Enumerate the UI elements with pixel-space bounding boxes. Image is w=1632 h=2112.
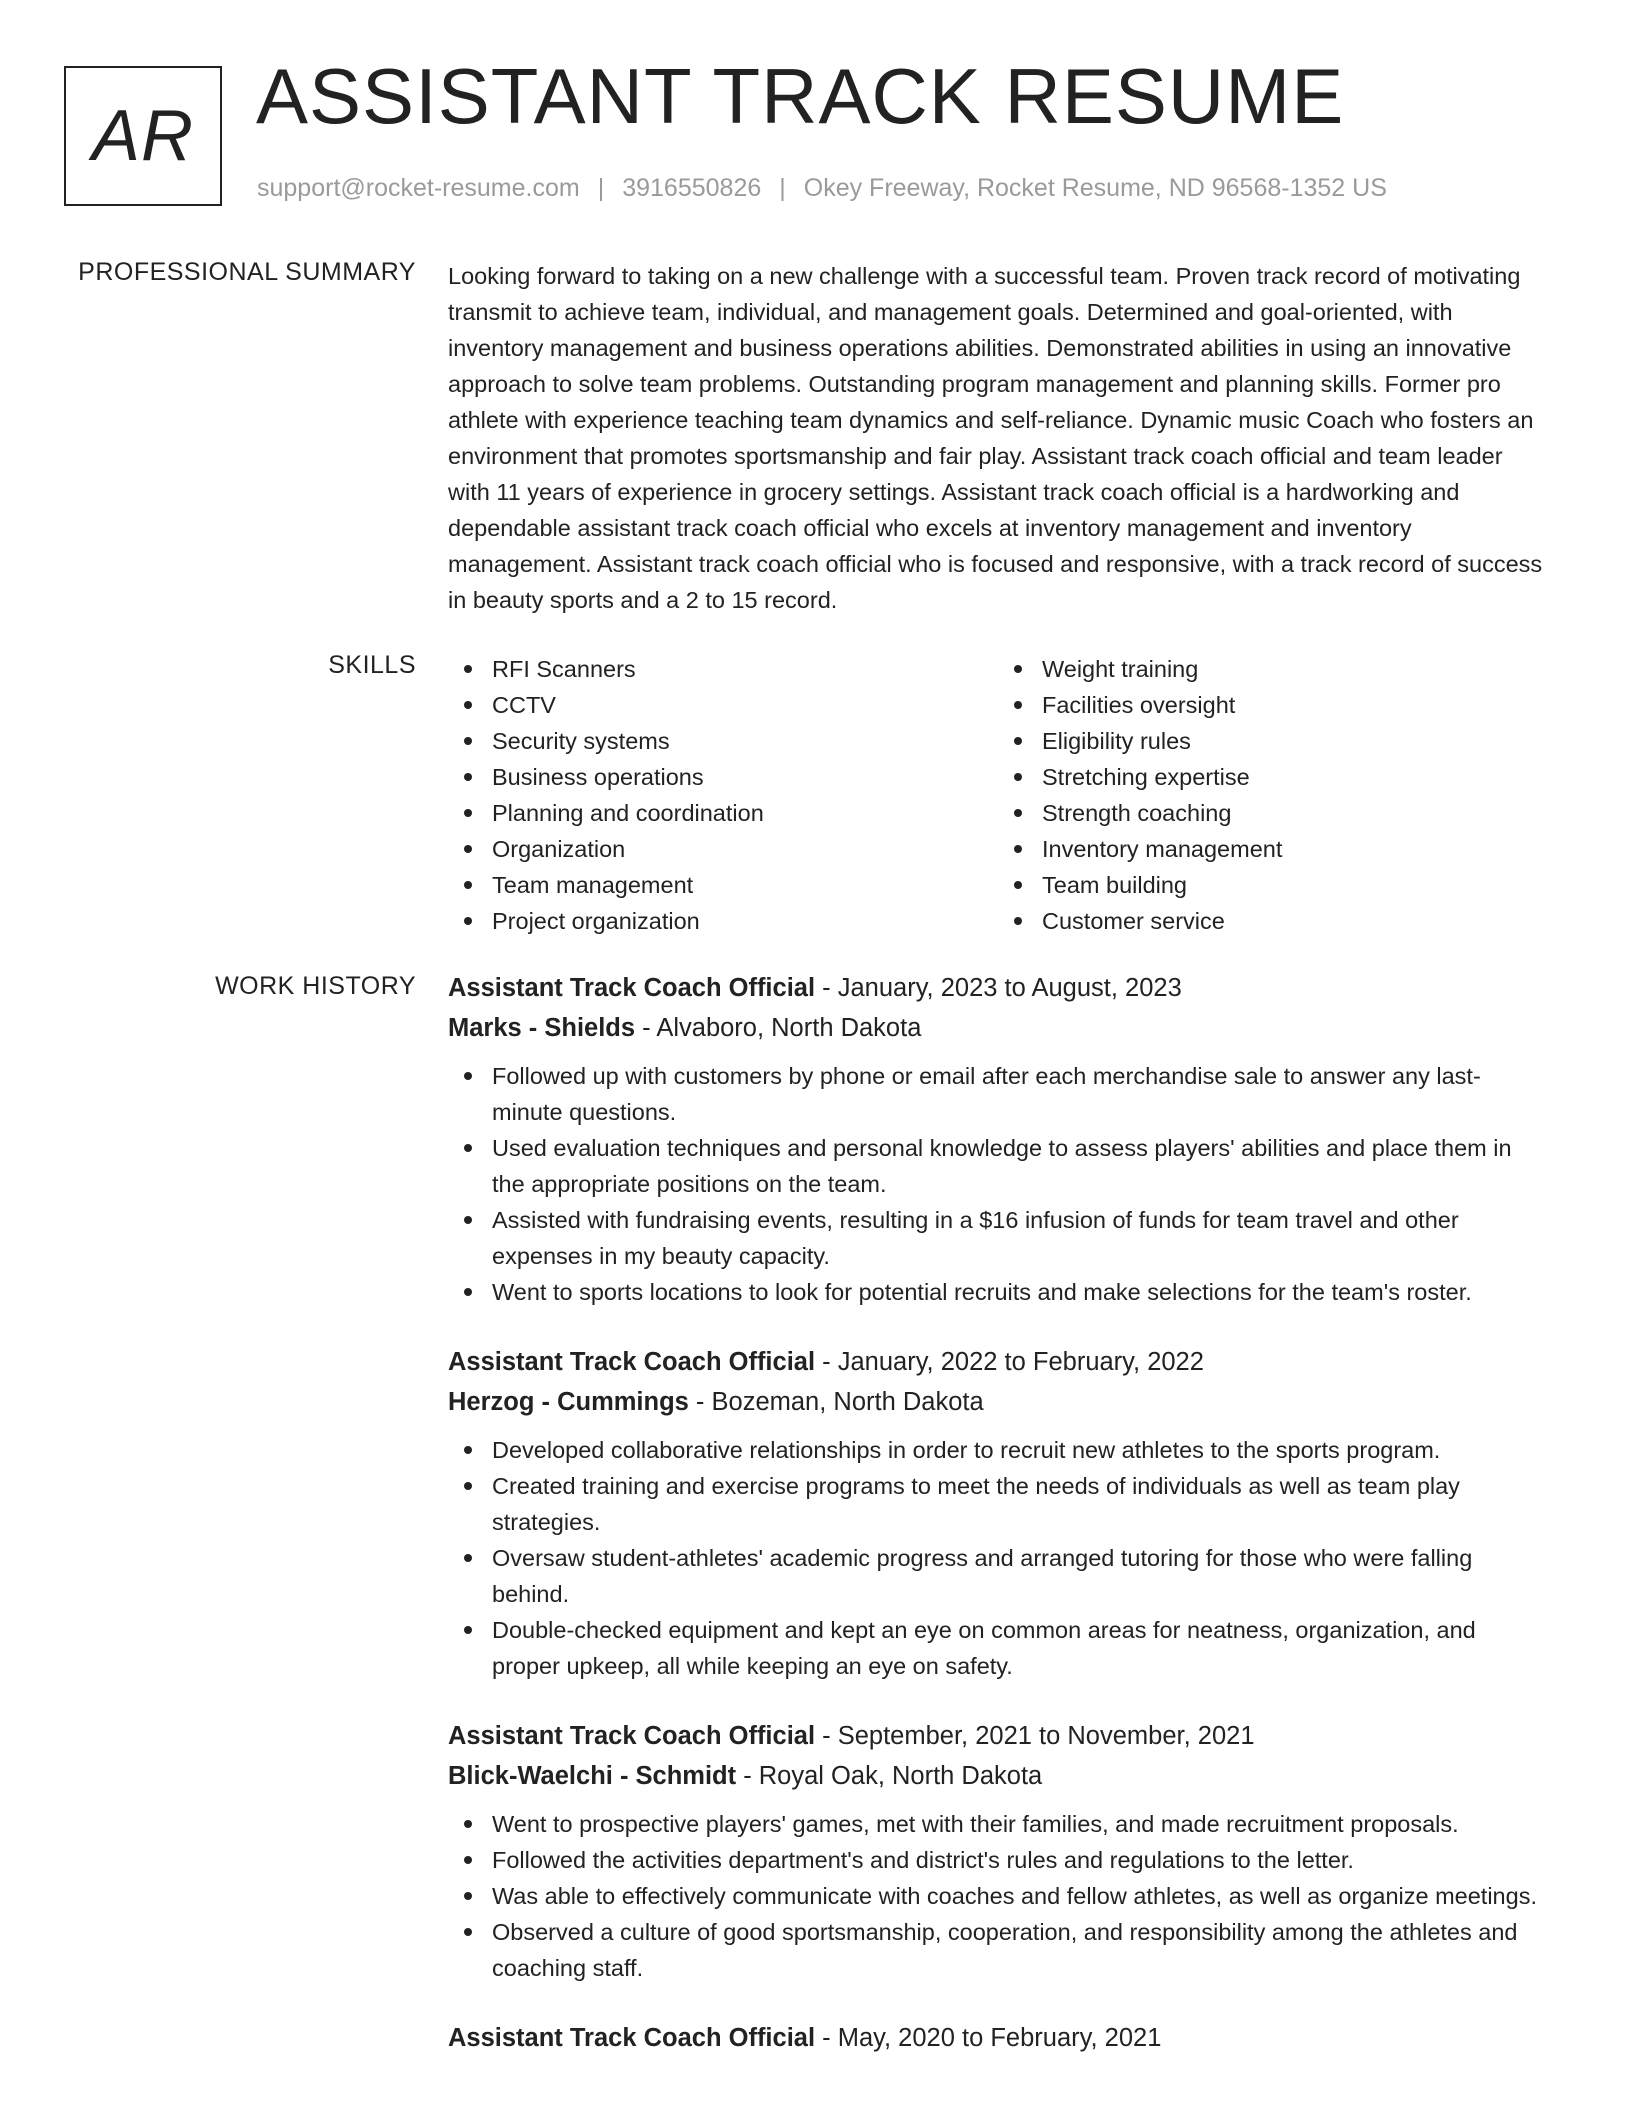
job-company-line: [448, 1008, 1548, 1048]
job-dates: - January, 2022 to February, 2022: [815, 1348, 1204, 1376]
job-bullet: Was able to effectively communicate with coaches and fellow athletes, as well as organize meetings.: [448, 1878, 1548, 1914]
job-dates: - January, 2023 to August, 2023: [815, 974, 1182, 1002]
contact-separator: |: [779, 174, 786, 202]
contact-line: [257, 174, 1387, 203]
skill-item: Organization: [448, 831, 998, 867]
job-bullet: Went to prospective players' games, met with their families, and made recruitment proposals.: [448, 1806, 1548, 1842]
job-company-line: [448, 1756, 1548, 1796]
skill-item: RFI Scanners: [448, 651, 998, 687]
contact-email[interactable]: support@rocket-resume.com: [257, 174, 580, 202]
monogram-initials: AR: [91, 96, 195, 176]
job-entry: [448, 2018, 1548, 2058]
summary-body: [448, 258, 1548, 618]
job-bullet: Followed the activities department's and district's rules and regulations to the letter.: [448, 1842, 1548, 1878]
job-entry: [448, 1716, 1548, 1986]
job-bullet-list: [448, 1058, 1548, 1310]
job-title-line: [448, 968, 1548, 1008]
job-bullet: Developed collaborative relationships in order to recruit new athletes to the sports program.: [448, 1432, 1548, 1468]
summary-heading: PROFESSIONAL SUMMARY: [78, 258, 416, 286]
job-title-line: [448, 1716, 1548, 1756]
job-location: - Bozeman, North Dakota: [688, 1388, 984, 1416]
job-title: Assistant Track Coach Official: [448, 1722, 816, 1750]
job-dates: - May, 2020 to February, 2021: [815, 2024, 1162, 2052]
job-title: Assistant Track Coach Official: [448, 974, 816, 1002]
skill-item: Stretching expertise: [998, 759, 1548, 795]
job-bullet-list: [448, 1806, 1548, 1986]
job-bullet: Observed a culture of good sportsmanship, cooperation, and responsibility among the athletes and coaching staff.: [448, 1914, 1548, 1986]
contact-address: Okey Freeway, Rocket Resume, ND 96568-1352 US: [803, 174, 1387, 202]
job-bullet: Followed up with customers by phone or email after each merchandise sale to answer any last-minute questions.: [448, 1058, 1548, 1130]
job-title: Assistant Track Coach Official: [448, 1348, 816, 1376]
resume-title: ASSISTANT TRACK RESUME: [256, 52, 1345, 140]
skill-item: CCTV: [448, 687, 998, 723]
job-title-line: [448, 2018, 1548, 2058]
work-history-heading: WORK HISTORY: [215, 972, 416, 1000]
job-bullet: Assisted with fundraising events, resulting in a $16 infusion of funds for team travel and other expenses in my beauty capacity.: [448, 1202, 1548, 1274]
job-bullet-list: [448, 1432, 1548, 1684]
skill-item: Project organization: [448, 903, 998, 939]
skill-item: Planning and coordination: [448, 795, 998, 831]
skills-heading: SKILLS: [328, 651, 416, 679]
contact-phone[interactable]: 3916550826: [622, 174, 762, 202]
job-company: Herzog - Cummings: [448, 1388, 689, 1416]
job-title-line: [448, 1342, 1548, 1382]
job-location: - Alvaboro, North Dakota: [635, 1014, 922, 1042]
skills-body: [448, 651, 1548, 939]
summary-text: Looking forward to taking on a new challenge with a successful team. Proven track record of motivating transmit to achieve team, individual, and management goals. Determined and goal-oriented, with inventory management and business operations abilities. Demonstrated abilities in using an innovative approach to solve team problems. Outstanding program management and planning skills. Former pro athlete with experience teaching team dynamics and self-reliance. Dynamic music Coach who fosters an environment that promotes sportsmanship and fair play. Assistant track coach official and team leader with 11 years of experience in grocery settings. Assistant track coach official is a hardworking and dependable assistant track coach official who excels at inventory management and inventory management. Assistant track coach official who is focused and responsive, with a track record of success in beauty sports and a 2 to 15 record.: [448, 263, 1543, 613]
skill-item: Team building: [998, 867, 1548, 903]
work-history-body: [448, 968, 1548, 2090]
job-title: Assistant Track Coach Official: [448, 2024, 816, 2052]
skill-item: Eligibility rules: [998, 723, 1548, 759]
job-company: Marks - Shields: [448, 1014, 636, 1042]
skill-item: Security systems: [448, 723, 998, 759]
monogram-box: [64, 66, 222, 206]
job-entry: [448, 1342, 1548, 1684]
job-company-line: [448, 1382, 1548, 1422]
job-company: Blick-Waelchi - Schmidt: [448, 1762, 737, 1790]
job-entry: [448, 968, 1548, 1310]
job-bullet: Used evaluation techniques and personal knowledge to assess players' abilities and place them in the appropriate positions on the team.: [448, 1130, 1548, 1202]
job-location: - Royal Oak, North Dakota: [736, 1762, 1043, 1790]
skills-list-right: [998, 651, 1548, 939]
skills-list-left: [448, 651, 998, 939]
skill-item: Customer service: [998, 903, 1548, 939]
skill-item: Weight training: [998, 651, 1548, 687]
contact-separator: |: [597, 174, 605, 202]
job-bullet: Double-checked equipment and kept an eye on common areas for neatness, organization, and proper upkeep, all while keeping an eye on safety.: [448, 1612, 1548, 1684]
skill-item: Business operations: [448, 759, 998, 795]
job-dates: - September, 2021 to November, 2021: [815, 1722, 1255, 1750]
job-bullet: Created training and exercise programs to meet the needs of individuals as well as team play strategies.: [448, 1468, 1548, 1540]
skills-columns: [448, 651, 1548, 939]
skill-item: Team management: [448, 867, 998, 903]
skill-item: Strength coaching: [998, 795, 1548, 831]
job-bullet: Went to sports locations to look for potential recruits and make selections for the team's roster.: [448, 1274, 1548, 1310]
skill-item: Facilities oversight: [998, 687, 1548, 723]
job-bullet: Oversaw student-athletes' academic progress and arranged tutoring for those who were falling behind.: [448, 1540, 1548, 1612]
skill-item: Inventory management: [998, 831, 1548, 867]
